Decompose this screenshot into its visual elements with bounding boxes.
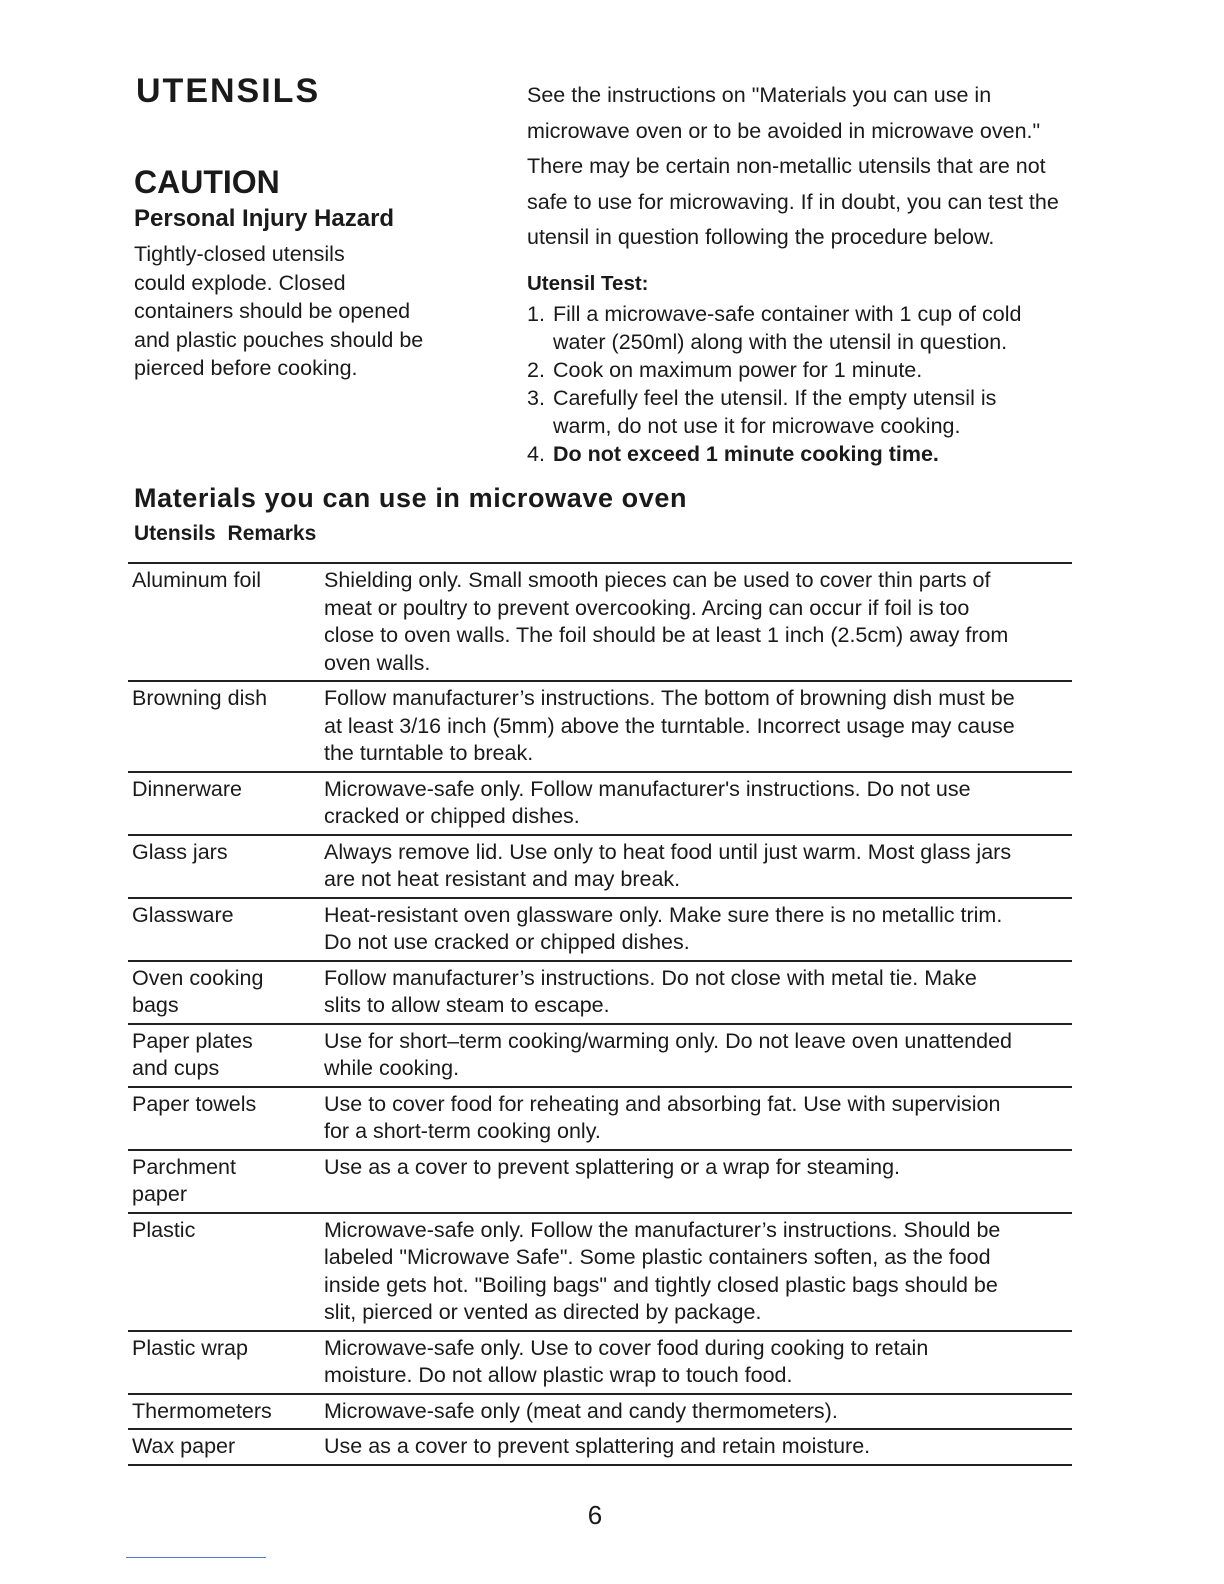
utensil-remark — [324, 1335, 1072, 1390]
caution-line: could explode. Closed — [134, 270, 346, 295]
utensil-name-line: Oven cooking — [132, 965, 264, 990]
utensil-name — [128, 567, 324, 677]
column-header-remarks: Remarks — [227, 522, 317, 545]
remark-line: Microwave-safe only. Use to cover food during cooking to retain — [324, 1335, 929, 1360]
utensil-remark — [324, 1433, 1072, 1461]
step-line: Carefully feel the utensil. If the empty utensil is — [553, 385, 997, 410]
table-row — [128, 1025, 1072, 1088]
step-line: water (250ml) along with the utensil in question. — [553, 329, 1008, 354]
remark-line: Follow manufacturer’s instructions. The bottom of browning dish must be — [324, 686, 1015, 710]
remark-line: Do not use cracked or chipped dishes. — [324, 930, 690, 954]
utensil-name-line: Browning dish — [132, 686, 268, 710]
utensil-remark — [324, 685, 1072, 768]
remark-line: the turntable to break. — [324, 741, 534, 765]
table-row — [128, 564, 1072, 682]
utensil-remark — [324, 965, 1072, 1020]
intro-line: utensil in question following the procedure below. — [527, 225, 995, 249]
utensil-name — [128, 1154, 324, 1209]
utensil-name-line: Glass jars — [132, 839, 228, 864]
remark-line: meat or poultry to prevent overcooking. Arcing can occur if foil is too — [324, 595, 970, 620]
remark-line: Use to cover food for reheating and absorbing fat. Use with supervision — [324, 1091, 1001, 1116]
table-row — [128, 1430, 1072, 1466]
remark-line: close to oven walls. The foil should be at least 1 inch (2.5cm) away from — [324, 623, 1009, 647]
utensil-remark — [324, 1154, 1072, 1209]
test-step — [527, 440, 1087, 468]
test-step — [527, 384, 1087, 440]
utensil-test-column — [527, 78, 1087, 468]
utensil-name-line: and cups — [132, 1056, 220, 1080]
table-row — [128, 962, 1072, 1025]
utensil-name-line: Wax paper — [132, 1434, 236, 1458]
remark-line: moisture. Do not allow plastic wrap to touch food. — [324, 1363, 793, 1387]
remark-line: inside gets hot. "Boiling bags" and tightly closed plastic bags should be — [324, 1272, 998, 1297]
utensil-remark — [324, 839, 1072, 894]
utensil-name-line: bags — [132, 993, 179, 1017]
materials-heading: Materials you can use in microwave oven — [134, 483, 688, 513]
step-line: Fill a microwave-safe container with 1 cup of cold — [553, 301, 1022, 326]
utensil-test-steps — [527, 300, 1087, 468]
intro-line: See the instructions on "Materials you can use in — [527, 83, 992, 107]
utensil-name — [128, 685, 324, 768]
step-number: 2. — [527, 357, 545, 382]
remark-line: Microwave-safe only. Follow the manufacturer’s instructions. Should be — [324, 1217, 1001, 1242]
caution-line: containers should be opened — [134, 299, 411, 323]
utensil-name-line: Aluminum foil — [132, 568, 262, 592]
utensil-remark — [324, 567, 1072, 677]
step-line: Cook on maximum power for 1 minute. — [553, 357, 923, 382]
remark-line: Use as a cover to prevent splattering and retain moisture. — [324, 1434, 871, 1458]
remark-line: while cooking. — [324, 1056, 460, 1080]
remark-line: slit, pierced or vented as directed by package. — [324, 1300, 762, 1324]
caution-line: and plastic pouches should be — [134, 327, 424, 352]
caution-heading: CAUTION — [134, 164, 280, 200]
remark-line: Always remove lid. Use only to heat food until just warm. Most glass jars — [324, 839, 1012, 864]
table-column-headers — [134, 522, 316, 546]
step-number: 3. — [527, 385, 545, 410]
utensil-remark — [324, 1028, 1072, 1083]
table-row — [128, 1151, 1072, 1214]
test-step — [527, 300, 1087, 356]
column-header-utensils: Utensils — [134, 522, 216, 545]
utensil-name-line: Paper towels — [132, 1091, 257, 1116]
caution-line: pierced before cooking. — [134, 356, 358, 380]
utensil-remark — [324, 902, 1072, 957]
remark-line: Shielding only. Small smooth pieces can be used to cover thin parts of — [324, 568, 991, 592]
utensil-name-line: Plastic — [132, 1217, 196, 1242]
materials-table — [128, 562, 1072, 1466]
table-row — [128, 836, 1072, 899]
utensil-name — [128, 776, 324, 831]
bottom-rule — [126, 1557, 266, 1558]
utensil-name-line: paper — [132, 1182, 187, 1206]
utensil-test-heading: Utensil Test: — [527, 271, 649, 295]
caution-line: Tightly-closed utensils — [134, 242, 345, 266]
caution-text — [134, 240, 474, 383]
remark-line: Heat-resistant oven glassware only. Make sure there is no metallic trim. — [324, 902, 1003, 927]
remark-line: labeled "Microwave Safe". Some plastic containers soften, as the food — [324, 1245, 991, 1269]
remark-line: cracked or chipped dishes. — [324, 804, 580, 828]
intro-line: There may be certain non-metallic utensils that are not — [527, 154, 1046, 178]
remark-line: Use as a cover to prevent splattering or a wrap for steaming. — [324, 1154, 900, 1179]
remark-line: Microwave-safe only (meat and candy thermometers). — [324, 1398, 838, 1423]
utensil-name — [128, 1217, 324, 1327]
utensil-name — [128, 1433, 324, 1461]
remark-line: Microwave-safe only. Follow manufacturer's instructions. Do not use — [324, 776, 971, 801]
hazard-subheading: Personal Injury Hazard — [134, 205, 395, 232]
step-number: 1. — [527, 301, 545, 326]
table-row — [128, 1088, 1072, 1151]
remark-line: are not heat resistant and may break. — [324, 867, 681, 891]
remark-line: slits to allow steam to escape. — [324, 993, 610, 1017]
remark-line: Follow manufacturer’s instructions. Do not close with metal tie. Make — [324, 965, 977, 990]
intro-line: safe to use for microwaving. If in doubt, you can test the — [527, 189, 1059, 214]
utensil-name — [128, 965, 324, 1020]
utensil-name — [128, 1028, 324, 1083]
intro-line: microwave oven or to be avoided in microwave oven." — [527, 118, 1041, 143]
utensil-name-line: Glassware — [132, 902, 234, 927]
utensil-remark — [324, 776, 1072, 831]
page-number: 6 — [587, 1500, 603, 1530]
table-row — [128, 682, 1072, 773]
remark-line: at least 3/16 inch (5mm) above the turntable. Incorrect usage may cause — [324, 713, 1015, 738]
table-row — [128, 899, 1072, 962]
utensil-name — [128, 839, 324, 894]
utensil-name — [128, 1335, 324, 1390]
remark-line: Use for short–term cooking/warming only. Do not leave oven unattended — [324, 1028, 1012, 1053]
section-title: UTENSILS — [136, 72, 321, 110]
utensil-name — [128, 1398, 324, 1426]
utensil-name-line: Parchment — [132, 1154, 236, 1179]
utensil-name-line: Plastic wrap — [132, 1335, 248, 1360]
utensil-name — [128, 902, 324, 957]
utensil-remark — [324, 1217, 1072, 1327]
test-step — [527, 356, 1087, 384]
remark-line: oven walls. — [324, 650, 431, 675]
intro-paragraph — [527, 78, 1087, 256]
utensil-remark — [324, 1398, 1072, 1426]
step-line: Do not exceed 1 minute cooking time. — [553, 441, 939, 466]
table-row — [128, 1395, 1072, 1431]
step-number: 4. — [527, 441, 545, 466]
utensil-name-line: Thermometers — [132, 1398, 272, 1423]
utensil-name — [128, 1091, 324, 1146]
utensil-name-line: Dinnerware — [132, 776, 242, 801]
utensil-name-line: Paper plates — [132, 1028, 253, 1053]
remark-line: for a short-term cooking only. — [324, 1119, 601, 1143]
table-row — [128, 773, 1072, 836]
table-row — [128, 1214, 1072, 1332]
table-row — [128, 1332, 1072, 1395]
utensil-remark — [324, 1091, 1072, 1146]
step-line: warm, do not use it for microwave cooking. — [553, 413, 961, 438]
